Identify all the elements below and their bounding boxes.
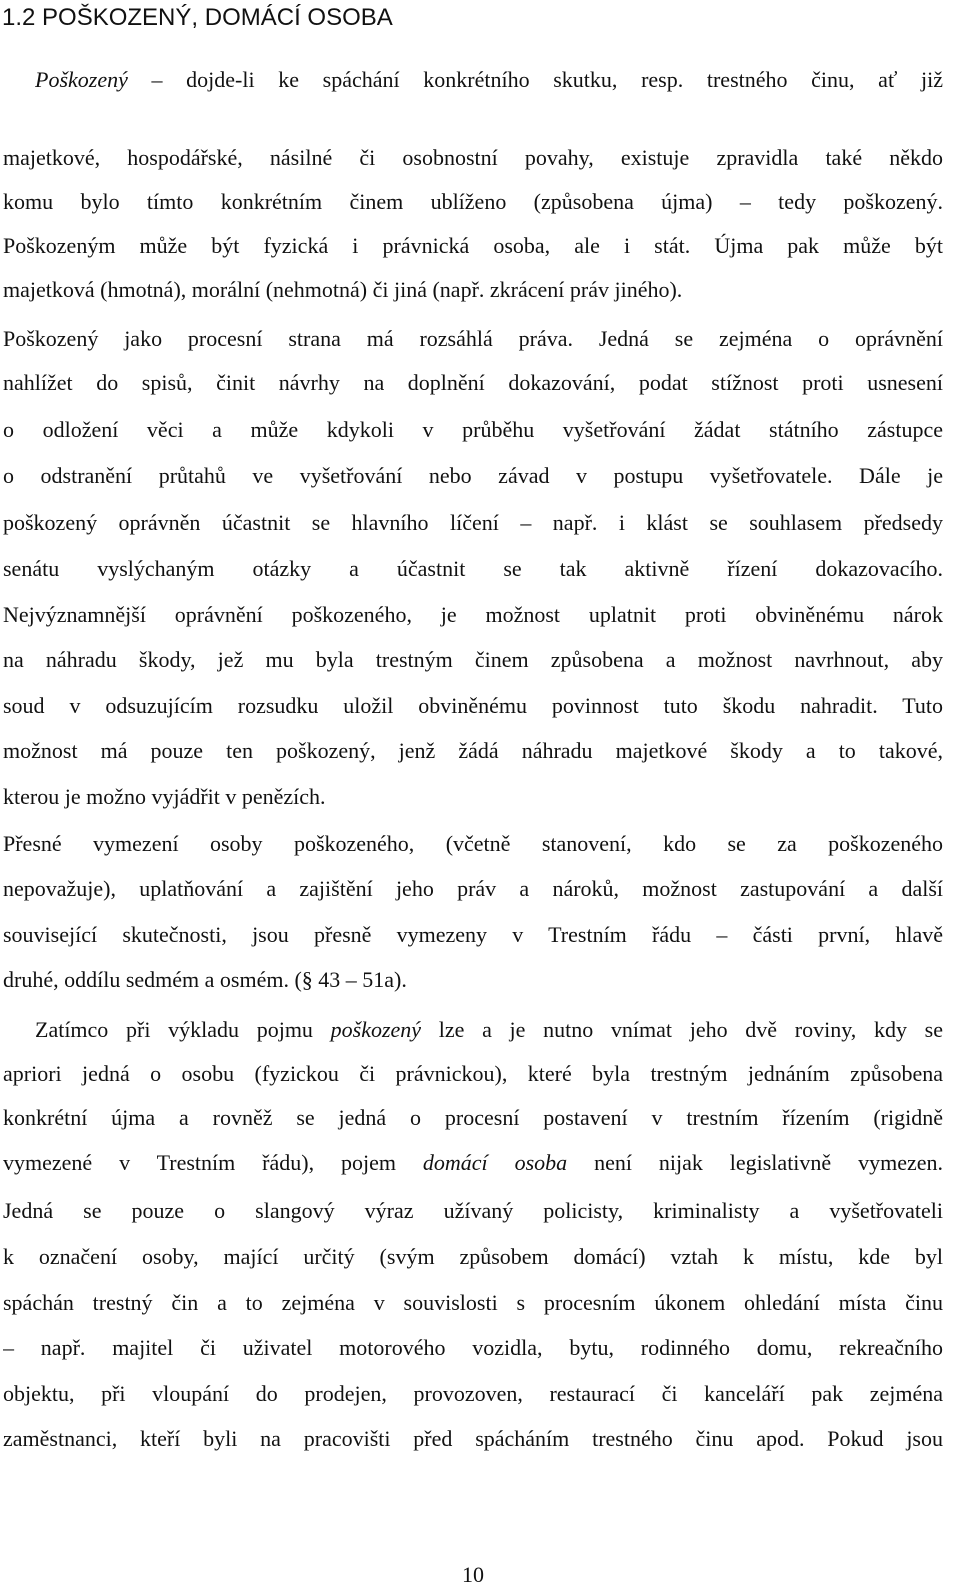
text-line: kterou je možno vyjádřit v penězích. <box>3 784 326 809</box>
text-line: majetková (hmotná), morální (nehmotná) či jiná (např. zkrácení práv jiného). <box>3 277 683 302</box>
text-line: nahlížet do spisů, činit návrhy na doplnění dokazování, podat stížnost proti usnesení <box>3 370 943 395</box>
text-line: soud v odsuzujícím rozsudku uložil obviněnému povinnost tuto škodu nahradit. Tuto <box>3 693 943 718</box>
text-line: majetkové, hospodářské, násilné či osobnostní povahy, existuje zpravidla také někdo <box>3 145 943 170</box>
text-line: související skutečnosti, jsou přesně vymezeny v Trestním řádu – části první, hlavě <box>3 922 943 947</box>
text-line: o odložení věci a může kdykoli v průběhu vyšetřování žádat státního zástupce <box>3 417 943 442</box>
text-line: zaměstnanci, kteří byli na pracovišti před spácháním trestného činu apod. Pokud jsou <box>3 1426 943 1451</box>
text-line: možnost má pouze ten poškozený, jenž žádá náhradu majetkové škody a to takové, <box>3 738 943 763</box>
text-line: nepovažuje), uplatňování a zajištění jeho práv a nároků, možnost zastupování a další <box>3 876 943 901</box>
text-line: poškozený oprávněn účastnit se hlavního líčení – např. i klást se souhlasem předsedy <box>3 510 943 535</box>
text-line: Přesné vymezení osoby poškozeného, (včetně stanovení, kdo se za poškozeného <box>3 831 943 856</box>
text-line: Poškozený jako procesní strana má rozsáhlá práva. Jedná se zejména o oprávnění <box>3 326 943 351</box>
text-line: Nejvýznamnější oprávnění poškozeného, je možnost uplatnit proti obviněnému nárok <box>3 602 943 627</box>
section-heading: 1.2 POŠKOZENÝ, DOMÁCÍ OSOBA <box>2 4 393 31</box>
emphasis: domácí osoba <box>422 1150 568 1175</box>
text-line: k označení osoby, mající určitý (svým způsobem domácí) vztah k místu, kde byl <box>3 1244 943 1269</box>
text-line: na náhradu škody, jež mu byla trestným činem způsobena a možnost navrhnout, aby <box>3 647 943 672</box>
text-line: Zatímco při výkladu pojmu poškozený lze a je nutno vnímat jeho dvě roviny, kdy se <box>35 1017 943 1042</box>
text-line: vymezené v Trestním řádu), pojem domácí osoba není nijak legislativně vymezen. <box>3 1150 943 1175</box>
text-line: komu bylo tímto konkrétním činem ublíženo (způsobena újma) – tedy poškozený. <box>3 189 943 214</box>
text-line: Poškozeným může být fyzická i právnická osoba, ale i stát. Újma pak může být <box>3 233 943 258</box>
text-line: spáchán trestný čin a to zejména v souvislosti s procesním úkonem ohledání místa činu <box>3 1290 943 1315</box>
text-line: objektu, při vloupání do prodejen, provozoven, restaurací či kanceláří pak zejména <box>3 1381 943 1406</box>
text-line: – např. majitel či uživatel motorového vozidla, bytu, rodinného domu, rekreačního <box>3 1335 943 1360</box>
emphasis: poškozený <box>330 1017 422 1042</box>
emphasis: Poškozený <box>35 67 128 92</box>
page-number: 10 <box>462 1562 484 1587</box>
text-line: druhé, oddílu sedmém a osmém. (§ 43 – 51a). <box>3 967 407 992</box>
text-line: Jedná se pouze o slangový výraz užívaný policisty, kriminalisty a vyšetřovateli <box>3 1198 943 1223</box>
text-line: senátu vyslýchaným otázky a účastnit se tak aktivně řízení dokazovacího. <box>3 556 943 581</box>
text-line: Poškozený – dojde-li ke spáchání konkrétního skutku, resp. trestného činu, ať již <box>35 67 943 92</box>
text-line: o odstranění průtahů ve vyšetřování nebo závad v postupu vyšetřovatele. Dále je <box>3 463 943 488</box>
text-line: apriori jedná o osobu (fyzickou či právnickou), které byla trestným jednáním způsobena <box>3 1061 943 1086</box>
text-line: konkrétní újma a rovněž se jedná o procesní postavení v trestním řízením (rigidně <box>3 1105 943 1130</box>
